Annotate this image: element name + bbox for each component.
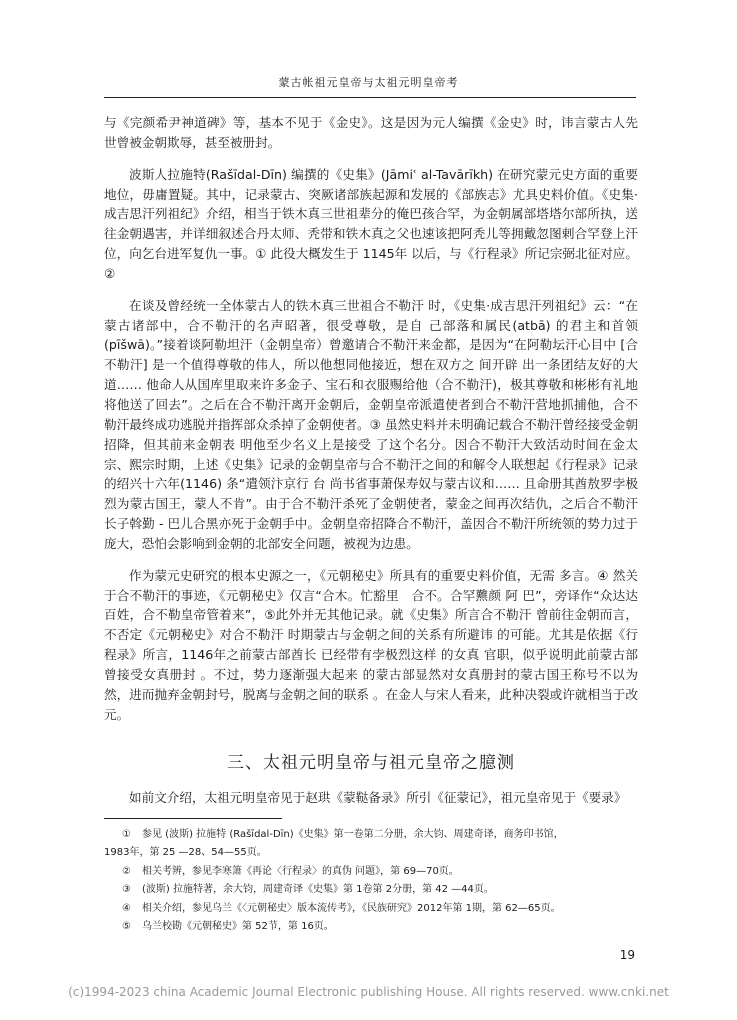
footnote-mark: ③ [122, 884, 131, 896]
footnote-mark: ⑤ [122, 921, 131, 933]
footnote-text: 相关介绍，参见乌兰《〈元朝秘史〉版本流传考》，《民族研究》2012年第 1期，第 62—65页。 [142, 902, 561, 914]
paragraph-1: 与《完颜希尹神道碑》等，基本不见于《金史》。这是因为元人编撰《金史》时，讳言蒙古人先世曾被金朝欺辱，甚至被册封。 [104, 115, 638, 150]
paragraph-3: 在谈及曾经统一全体蒙古人的铁木真三世祖合不勒汗 时，《史集·成吉思汗列祖纪》云：“在蒙古诸部中，合不勒汗的名声昭著，很受尊敬，是自 己部落和属民(atbā) 的君主和首领(pīšwā)。”接着谈阿勒坦汗（金朝皇帝）曾邀请合不勒汗来金都，是因为“在阿勒坛汗心目中 [合不勒汗] 是一个值得尊敬的伟人，所以他想同他接近，想在双方之 间开辟 出一条团结友好的大道…… 他命人从国库里取来许多金子、宝石和衣服赐给他（合不勒汗)，极其尊敬和彬彬有礼地将他送了回去”。之后在合不勒汗离开金朝后，金朝皇帝派遣使者到合不勒汗营地抓捕他，合不勒汗最终成功逃脱并指挥部众杀掉了金朝使者。③ 虽然史料并未明确记载合不勒汗曾经接受金朝招降，但其前来金朝表 明他至少名义上是接受 了这个名分。因合不勒汗大致活动时间在金太宗、熙宗时期，上述《史集》记录的金朝皇帝与合不勒汗之间的和解令人联想起《行程录》记录的绍兴十六年(1146) 条“遣领汴京行 台 尚书省事萧保寿奴与蒙古议和…… 且命册其酋敖罗孛极烈为蒙古国王，蒙人不肯”。由于合不勒汗杀死了金朝使者，蒙金之间再次结仇，之后合不勒汗长子斡勤 - 巴儿合黑亦死于金朝手中。金朝皇帝招降合不勒汗，盖因合不勒汗所统领的势力过于庞大，恐怕会影响到金朝的北部安全问题，被视为边患。 [104, 297, 638, 551]
section-first-line: 如前文介绍，太祖元明皇帝见于赵珙《蒙鞑备录》所引《征蒙记》，祖元皇帝见于《要录》 [129, 790, 627, 805]
footnote-mark: ② [122, 865, 131, 877]
footnote-mark: ① [122, 829, 131, 840]
body-text [104, 113, 638, 724]
footnote-text: 乌兰校勘《元朝秘史》第 52节，第 16页。 [142, 921, 334, 933]
footnote-text: 相关考辨，参见李寒箫《再论〈行程录〉的真伪 问题》，第 69—70页。 [142, 865, 459, 877]
footnote-2 [104, 863, 638, 881]
section-heading: 三、太祖元明皇帝与祖元皇帝之臆测 [227, 753, 515, 773]
footnote-mark: ④ [122, 902, 131, 914]
footnote-5 [104, 918, 638, 936]
running-header: 蒙古帐祖元皇帝与太祖元明皇帝考 [278, 76, 459, 89]
footnote-1 [104, 826, 638, 844]
header-rule [104, 97, 636, 98]
page-number: 19 [619, 948, 635, 962]
copyright-watermark: (c)1994-2023 china Academic Journal Electronic publishing House. All rights reserved. www.cnki.net [68, 985, 669, 999]
footnote-3 [104, 881, 638, 899]
footnote-rule [104, 818, 282, 819]
footnote-1-continuation: 1983年，第 25 —28、54—55页。 [104, 847, 267, 859]
paragraph-4: 作为蒙元史研究的根本史源之一，《元朝秘史》所具有的重要史料价值，无需 多言。④ 然关于合不勒汗的事迹，《元朝秘史》仅言“合木。忙豁里 合不。合罕㸐颜 阿 巴”，旁译作“众达达百姓，合不勒皇帝管着来”，⑤此外并无其他记录。就《史集》所言合不勒汗 曾前往金朝而言，不否定《元朝秘史》对合不勒汗 时期蒙古与金朝之间的关系有所避讳 的可能。尤其是依据《行程录》所言，1146年之前蒙古部酋长 已经带有孛极烈这样 的女真 官职，似乎说明此前蒙古部曾接受女真册封 。不过，势力逐渐强大起来 的蒙古部显然对女真册封的蒙古国王称号不以为然，进而抛弃金朝封号，脱离与金朝之间的联系 。在金人与宋人看来，此种决裂或许就相当于改元。 [104, 567, 638, 722]
footnote-4 [104, 900, 638, 918]
footnote-text: 参见 (波斯) 拉施特 (Rašīdal-Dīn)《史集》第一卷第二分册，余大钧、周建奇译，商务印书馆， [142, 829, 564, 840]
footnotes [104, 826, 638, 936]
footnote-text: (波斯) 拉施特著，余大钧，周建奇译《史集》第 1卷第 2分册，第 42 —44页。 [142, 884, 494, 896]
paragraph-2: 波斯人拉施特(Rašīdal-Dīn) 编撰的《史集》(Jāmiʿ al-Tavārīkh) 在研究蒙元史方面的重要地位，毋庸置疑。其中，记录蒙古、突厥诸部族起源和发展的《部族志》尤具史料价值。《史集·成吉思汗列祖纪》介绍，相当于铁木真三世祖辈分的俺巴孩合罕，为金朝属部塔塔尔部所执，送往金朝遇害，并详细叙述合丹太师、秃带和铁木真之父也速该把阿秃儿等拥戴忽图剌合罕登上汗位，向乞台进军复仇一事。① 此役大概发生于 1145年 以后，与《行程录》所记宗弼北征对应。② [104, 166, 638, 281]
